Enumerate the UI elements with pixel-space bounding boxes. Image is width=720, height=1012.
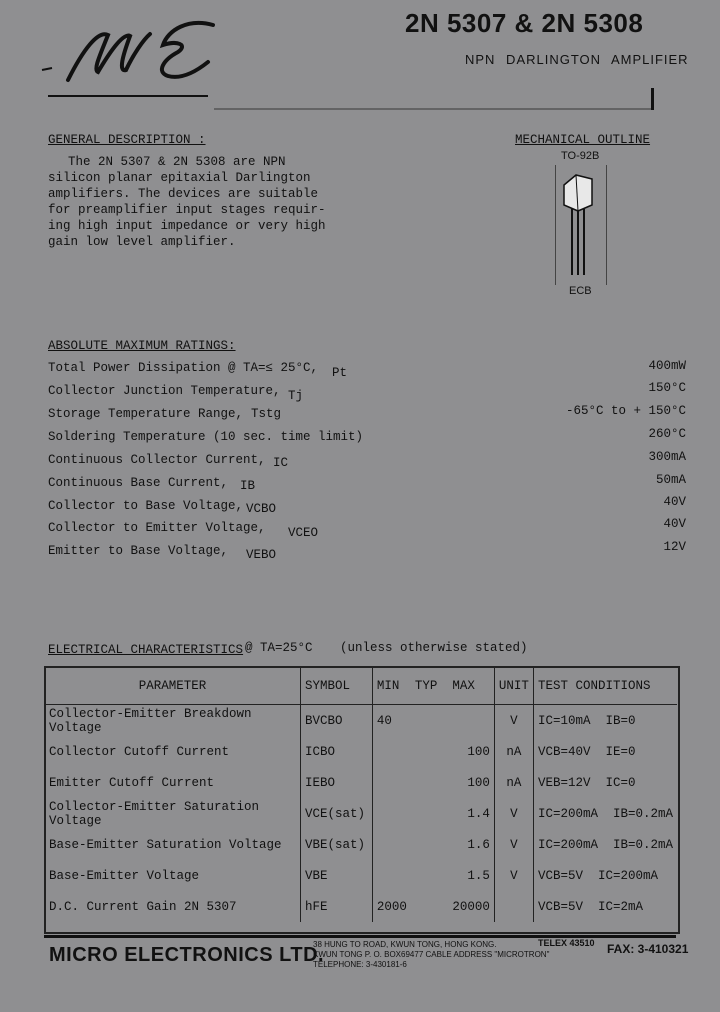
table-row (45, 767, 677, 798)
rating-label: Collector Junction Temperature, (48, 384, 281, 398)
cond-1: VCB=5V (537, 899, 583, 914)
cond-cell (533, 705, 677, 737)
description-line: gain low level amplifier. (48, 235, 236, 249)
table-header-row (45, 668, 677, 705)
rating-symbol: VCBO (246, 502, 277, 516)
company-name: MICRO ELECTRONICS LTD. (49, 944, 325, 966)
transistor-outline (555, 165, 607, 285)
rating-label: Collector to Base Voltage, (48, 499, 244, 513)
column-header: MIN (372, 668, 411, 705)
unit-cell: V (494, 829, 533, 860)
page-title: 2N 5307 & 2N 5308 (405, 8, 644, 38)
pinout-label: ECB (569, 285, 592, 297)
cond-cell (533, 829, 677, 860)
cond-2: IB=0.2mA (612, 806, 673, 821)
param-cell: Emitter Cutoff Current (49, 775, 215, 790)
symbol-cell: VBE (301, 860, 373, 891)
typ-cell (411, 891, 449, 922)
min-cell (372, 829, 411, 860)
min-cell (372, 767, 411, 798)
rating-value: -65°C to + 150°C (565, 404, 686, 418)
cond-1: VEB=12V (537, 775, 591, 790)
description-line: ing high input impedance or very high (48, 219, 326, 233)
typ-cell (411, 798, 449, 829)
electrical-heading: ELECTRICAL CHARACTERISTICS (48, 643, 244, 657)
typ-cell (411, 736, 449, 767)
rating-label: Emitter to Base Voltage, (48, 544, 229, 558)
cond-2: IC=200mA (597, 868, 658, 883)
description-heading: GENERAL DESCRIPTION : (48, 133, 206, 147)
rating-value: 300mA (648, 450, 686, 464)
cond-2: IB=0 (605, 713, 636, 728)
description-line: silicon planar epitaxial Darlington (48, 171, 311, 185)
param-cell: Collector Cutoff Current (49, 744, 230, 759)
cond-1: IC=10mA (537, 713, 591, 728)
min-cell (372, 736, 411, 767)
description-line: The 2N 5307 & 2N 5308 are NPN (68, 155, 286, 169)
table-row (45, 891, 677, 922)
column-header: UNIT (494, 668, 533, 705)
cond-cell (533, 767, 677, 798)
unit-cell: nA (494, 736, 533, 767)
rating-label: Soldering Temperature (10 sec. time limit) (48, 430, 364, 444)
cond-1: IC=200mA (537, 806, 598, 821)
cond-cell (533, 798, 677, 829)
min-cell: 2000 (372, 891, 411, 922)
column-header: TEST CONDITIONS (533, 668, 677, 705)
symbol-cell: VCE(sat) (301, 798, 373, 829)
param-cell: Base-Emitter Saturation Voltage (49, 837, 282, 852)
address-line-3: TELEPHONE: 3-430181-6 (313, 960, 407, 969)
unit-cell: V (494, 705, 533, 737)
rating-label: Continuous Base Current, (48, 476, 229, 490)
cond-cell (533, 891, 677, 922)
rating-label: Continuous Collector Current, (48, 453, 266, 467)
table-row (45, 736, 677, 767)
unit-cell (494, 891, 533, 922)
rating-value: 50mA (655, 473, 686, 487)
symbol-cell: IEBO (301, 767, 373, 798)
electrical-table (45, 668, 677, 922)
mechanical-heading: MECHANICAL OUTLINE (515, 133, 651, 147)
max-cell: 100 (467, 744, 490, 759)
unit-cell: V (494, 798, 533, 829)
symbol-cell: hFE (301, 891, 373, 922)
rating-symbol: IC (273, 456, 289, 470)
param-cell: Collector-Emitter Saturation Voltage (49, 799, 260, 828)
param-cell: Collector-Emitter Breakdown Voltage (49, 706, 252, 735)
column-header: PARAMETER (45, 668, 301, 705)
typ-cell (411, 705, 449, 737)
cond-1: VCB=40V (537, 744, 591, 759)
rating-label: Total Power Dissipation @ TA=≤ 25°C, (48, 361, 319, 375)
max-cell: 1.4 (467, 806, 490, 821)
column-header: MAX (448, 668, 494, 705)
rating-value: 260°C (648, 427, 686, 441)
electrical-note: (unless otherwise stated) (340, 641, 528, 655)
description-line: amplifiers. The devices are suitable (48, 187, 319, 201)
table-row (45, 705, 677, 737)
description-line: for preamplifier input stages requir- (48, 203, 326, 217)
logo-mark (38, 10, 218, 100)
cond-cell (533, 860, 677, 891)
typ-cell (411, 860, 449, 891)
cond-1: VCB=5V (537, 868, 583, 883)
symbol-cell: VBE(sat) (301, 829, 373, 860)
max-cell (448, 705, 494, 737)
table-row (45, 860, 677, 891)
typ-cell (411, 767, 449, 798)
table-row (45, 829, 677, 860)
rating-symbol: IB (240, 479, 256, 493)
company-logo (38, 10, 218, 100)
cond-2: IB=0.2mA (612, 837, 673, 852)
max-cell: 100 (467, 775, 490, 790)
header-rule-vertical (651, 88, 654, 110)
unit-cell: nA (494, 767, 533, 798)
telex-number: TELEX 43510 (538, 938, 595, 948)
address-line-2: KWUN TONG P. O. BOX69477 CABLE ADDRESS "MICROTRON" (313, 950, 550, 959)
ratings-heading: ABSOLUTE MAXIMUM RATINGS: (48, 339, 236, 353)
cond-2: IC=2mA (597, 899, 643, 914)
page-subtitle: NPN DARLINGTON AMPLIFIER (465, 52, 689, 67)
rating-label: Storage Temperature Range, (48, 407, 244, 421)
max-cell: 1.5 (467, 868, 490, 883)
table-row (45, 798, 677, 829)
header-rule-horizontal (214, 108, 654, 110)
unit-cell: V (494, 860, 533, 891)
rating-symbol: Pt (332, 366, 348, 380)
cond-2: IC=0 (605, 775, 636, 790)
max-cell: 1.6 (467, 837, 490, 852)
fax-number: FAX: 3-410321 (607, 942, 689, 956)
column-header: TYP (411, 668, 449, 705)
rating-value: 40V (663, 517, 686, 531)
electrical-condition: @ TA=25°C (245, 641, 313, 655)
to92-package-icon (556, 165, 606, 285)
rating-symbol: Tj (288, 389, 304, 403)
rating-label: Collector to Emitter Voltage, (48, 521, 266, 535)
rating-value: 12V (663, 540, 686, 554)
min-cell: 40 (372, 705, 411, 737)
rating-symbol: Tstg (251, 407, 282, 421)
symbol-cell: ICBO (301, 736, 373, 767)
rating-value: 40V (663, 495, 686, 509)
param-cell: Base-Emitter Voltage (49, 868, 200, 883)
cond-2: IE=0 (605, 744, 636, 759)
rating-symbol: VEBO (246, 548, 277, 562)
package-label: TO-92B (561, 150, 600, 162)
typ-cell (411, 829, 449, 860)
min-cell (372, 798, 411, 829)
rating-symbol: VCEO (288, 526, 319, 540)
param-cell: D.C. Current Gain 2N 5307 (49, 899, 237, 914)
address-line-1: 38 HUNG TO ROAD, KWUN TONG, HONG KONG. (313, 940, 497, 949)
cond-1: IC=200mA (537, 837, 598, 852)
rating-value: 400mW (648, 359, 686, 373)
max-cell: 20000 (452, 899, 490, 914)
rating-value: 150°C (648, 381, 686, 395)
min-cell (372, 860, 411, 891)
symbol-cell: BVCBO (301, 705, 373, 737)
column-header: SYMBOL (301, 668, 373, 705)
cond-cell (533, 736, 677, 767)
